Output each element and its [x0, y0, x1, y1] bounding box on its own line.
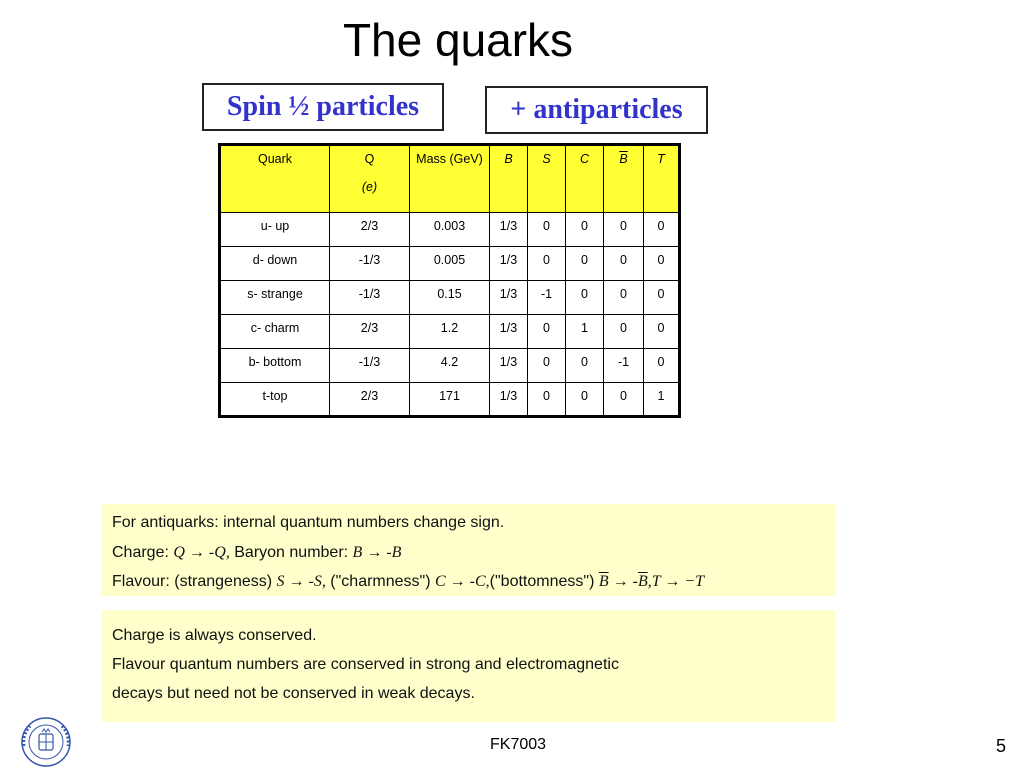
table-cell: 0	[528, 315, 566, 349]
table-cell: 0	[644, 281, 680, 315]
conservation-note-line-3: decays but need not be conserved in weak decays.	[112, 685, 475, 702]
header-strangeness: S	[528, 145, 566, 213]
table-header-row	[220, 145, 680, 213]
bottomness-topness-formula: $\overline{B} \to -\overline{B},T \to -T$	[598, 573, 705, 590]
quark-table	[218, 143, 681, 418]
quark-name-cell: u- up	[220, 213, 330, 247]
table-cell: 0	[528, 247, 566, 281]
table-cell: 171	[410, 383, 490, 417]
table-cell: 1/3	[490, 315, 528, 349]
course-code: FK7003	[490, 736, 547, 753]
antiparticles-label: + antiparticles	[485, 86, 708, 134]
table-cell: -1/3	[330, 247, 410, 281]
table-cell: 1/3	[490, 247, 528, 281]
table-cell: 0	[644, 315, 680, 349]
quark-name-cell: c- charm	[220, 315, 330, 349]
table-row	[220, 281, 680, 315]
table-cell: 1/3	[490, 213, 528, 247]
table-cell: 0	[566, 281, 604, 315]
table-cell: 0	[566, 349, 604, 383]
header-baryon: B	[490, 145, 528, 213]
table-row	[220, 315, 680, 349]
table-cell: 1	[644, 383, 680, 417]
table-cell: 4.2	[410, 349, 490, 383]
spin-half-label: Spin ½ particles	[202, 83, 444, 131]
header-mass: Mass (GeV)	[410, 145, 490, 213]
table-cell: 0.15	[410, 281, 490, 315]
header-quark: Quark	[220, 145, 330, 213]
table-cell: 1.2	[410, 315, 490, 349]
table-cell: 0	[528, 213, 566, 247]
table-cell: 1	[566, 315, 604, 349]
table-cell: 0	[604, 281, 644, 315]
table-row	[220, 247, 680, 281]
table-cell: 0	[604, 247, 644, 281]
table-cell: 0	[566, 247, 604, 281]
charm-formula: C → -C,	[435, 573, 490, 590]
table-cell: -1/3	[330, 281, 410, 315]
table-row	[220, 213, 680, 247]
quark-name-cell: t-top	[220, 383, 330, 417]
page-number: 5	[996, 736, 1007, 756]
antiquark-note-line-3: Flavour: (strangeness) S → -S, ("charmness") C → -C,("bottomness") $\overline{B} \to -\overline{B},T \to -T$	[112, 573, 705, 590]
table-cell: 1/3	[490, 281, 528, 315]
table-cell: 0	[604, 315, 644, 349]
university-seal-logo	[14, 712, 78, 768]
table-cell: -1/3	[330, 349, 410, 383]
table-cell: 0	[566, 213, 604, 247]
table-row	[220, 383, 680, 417]
baryon-formula: B → -B	[352, 544, 402, 561]
table-cell: 0	[644, 247, 680, 281]
table-cell: 0.003	[410, 213, 490, 247]
slide-title: The quarks	[342, 14, 574, 66]
antiquark-note-line-1: For antiquarks: internal quantum numbers change sign.	[112, 514, 505, 531]
table-cell: 1/3	[490, 383, 528, 417]
table-cell: 0	[528, 349, 566, 383]
conservation-note-line-2: Flavour quantum numbers are conserved in strong and electromagnetic	[112, 656, 619, 673]
table-cell: 0	[528, 383, 566, 417]
table-cell: 2/3	[330, 315, 410, 349]
header-bottomness: $\overline{B}$	[604, 145, 644, 213]
table-cell: 0	[604, 383, 644, 417]
table-cell: 0	[644, 213, 680, 247]
conservation-note	[101, 610, 835, 722]
strangeness-formula: S → -S,	[276, 573, 326, 590]
table-cell: 0	[644, 349, 680, 383]
conservation-note-line-1: Charge is always conserved.	[112, 627, 317, 644]
table-cell: 0	[566, 383, 604, 417]
table-row	[220, 349, 680, 383]
table-cell: 0.005	[410, 247, 490, 281]
quark-name-cell: b- bottom	[220, 349, 330, 383]
table-cell: 1/3	[490, 349, 528, 383]
table-cell: 0	[604, 213, 644, 247]
table-cell: -1	[604, 349, 644, 383]
header-topness: T	[644, 145, 680, 213]
header-charm: C	[566, 145, 604, 213]
header-charge: Q (e)	[330, 145, 410, 213]
charge-formula: Q → -Q,	[173, 544, 230, 561]
table-cell: 2/3	[330, 383, 410, 417]
quark-name-cell: d- down	[220, 247, 330, 281]
table-cell: -1	[528, 281, 566, 315]
table-cell: 2/3	[330, 213, 410, 247]
antiquark-note	[101, 504, 835, 596]
quark-name-cell: s- strange	[220, 281, 330, 315]
antiquark-note-line-2: Charge: Q → -Q, Baryon number: B → -B	[112, 544, 402, 561]
